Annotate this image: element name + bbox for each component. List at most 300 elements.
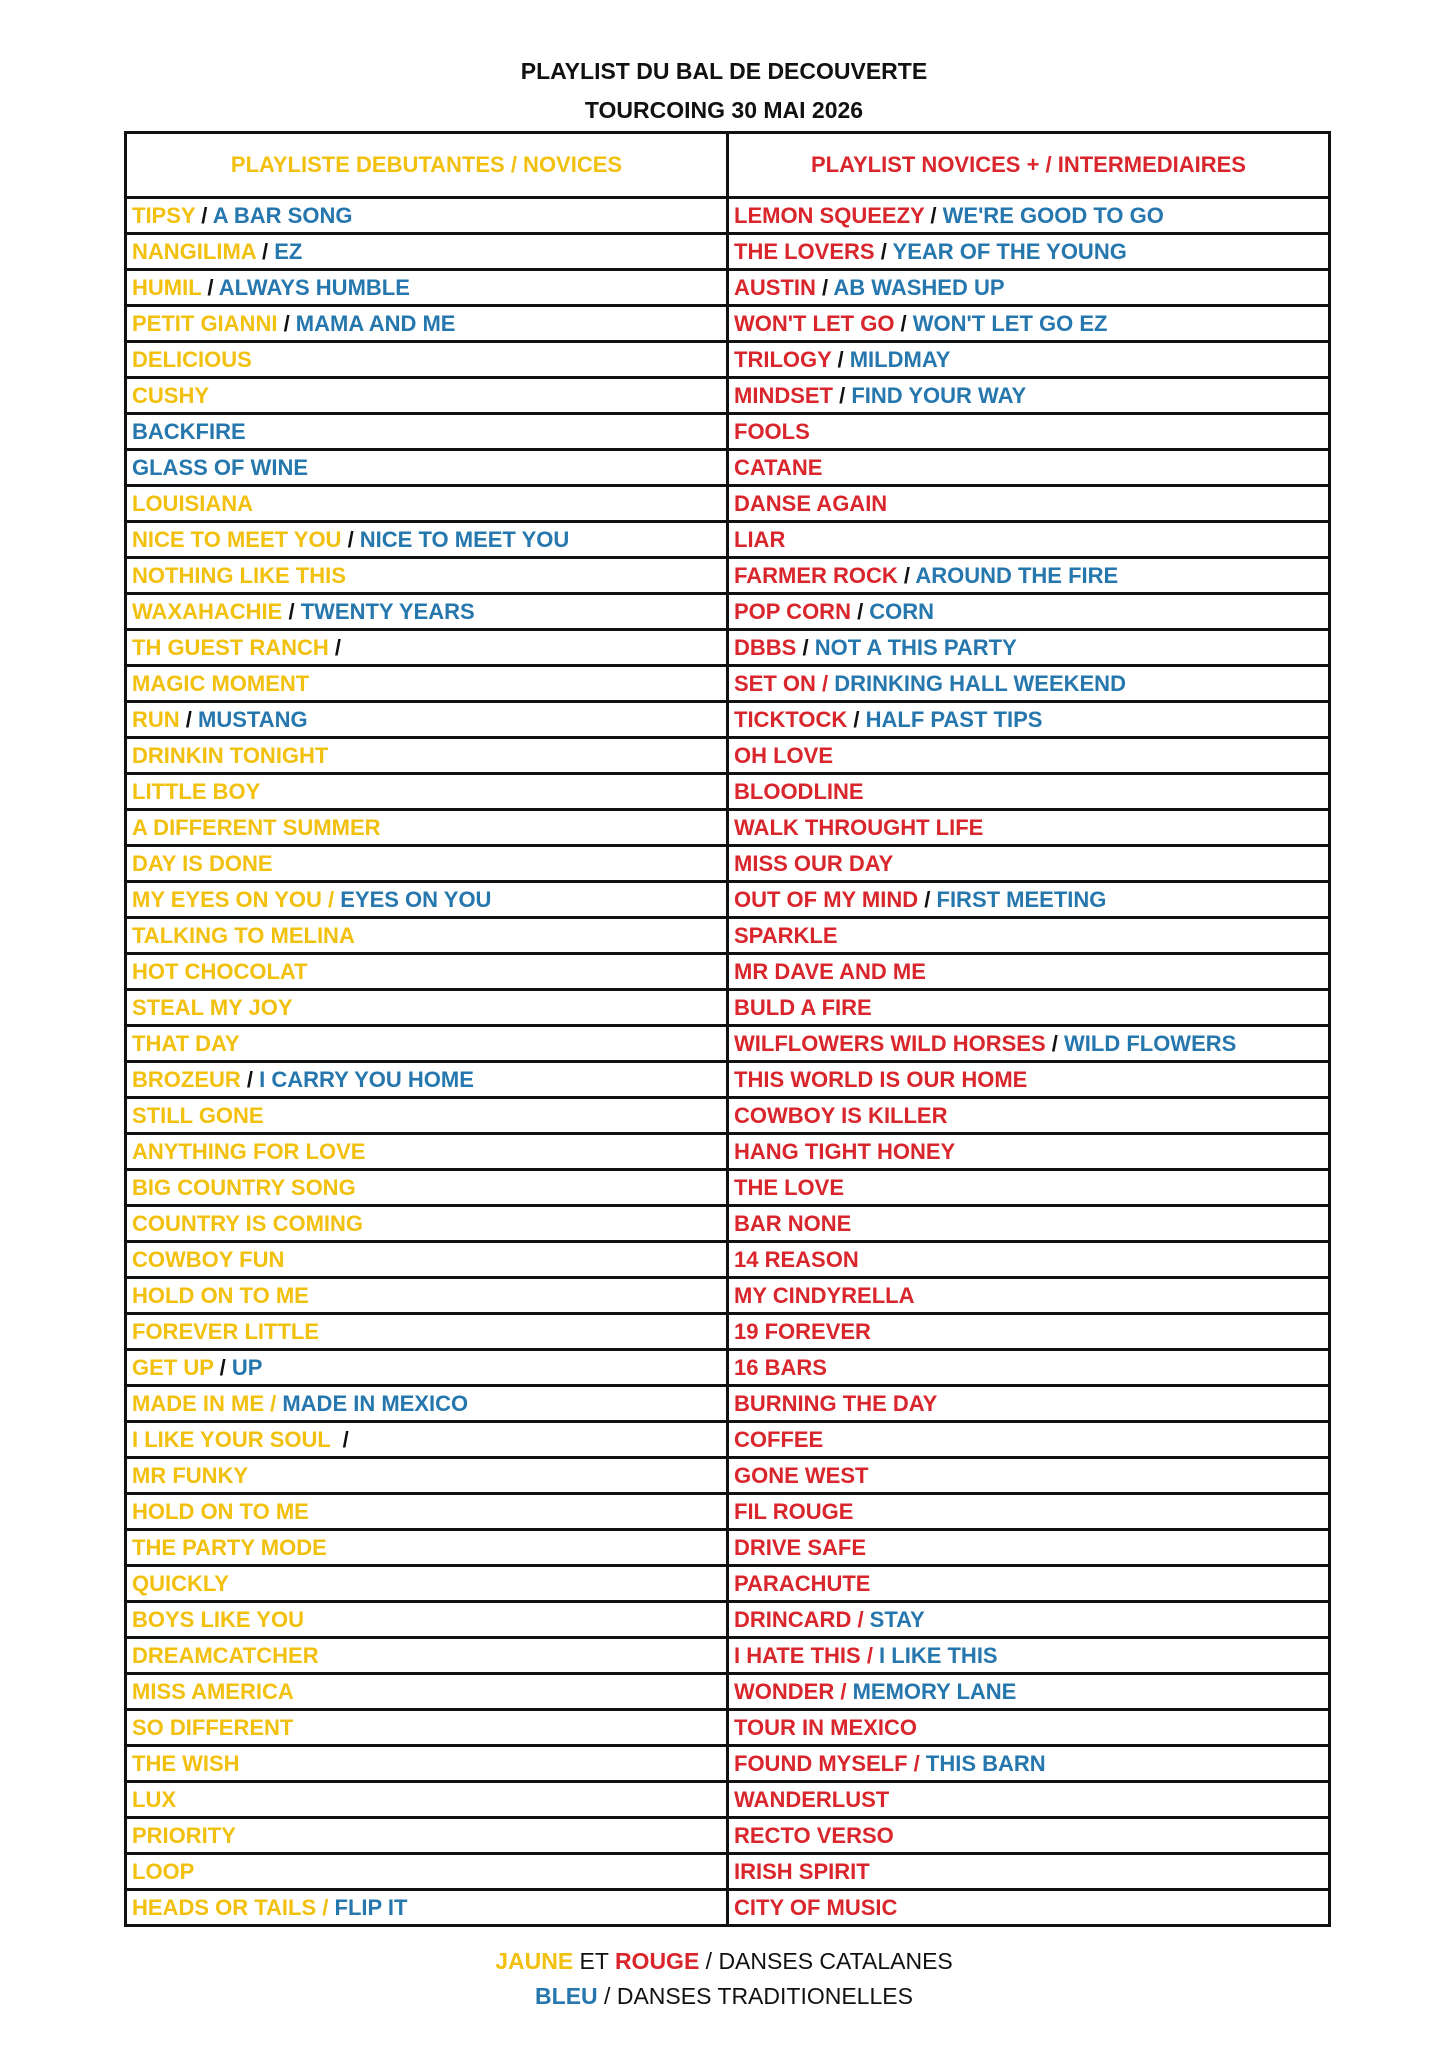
song-title: A DIFFERENT SUMMER	[132, 814, 381, 840]
cell-debutantes-novices	[126, 1314, 728, 1350]
song-title: BIG COUNTRY SONG	[132, 1174, 356, 1200]
table-row	[126, 198, 1330, 234]
cell-debutantes-novices	[126, 954, 728, 990]
cell-debutantes-novices	[126, 1098, 728, 1134]
song-title: I CARRY YOU HOME	[259, 1066, 474, 1092]
legend-line-catalanes	[0, 1944, 1448, 1979]
song-title: MAGIC MOMENT	[132, 670, 310, 696]
table-row	[126, 1458, 1330, 1494]
legend-yellow-word: JAUNE	[495, 1948, 574, 1974]
song-title: EYES ON YOU	[340, 886, 492, 912]
table-row	[126, 954, 1330, 990]
table-row	[126, 918, 1330, 954]
cell-novices-plus-intermediaires	[728, 1494, 1330, 1530]
song-title: BULD A FIRE	[734, 994, 872, 1020]
separator-text: /	[282, 598, 301, 624]
cell-debutantes-novices	[126, 1530, 728, 1566]
cell-novices-plus-intermediaires	[728, 846, 1330, 882]
song-title: THIS BARN	[925, 1750, 1046, 1776]
table-row	[126, 1854, 1330, 1890]
song-title: LOOP	[132, 1858, 195, 1884]
song-title: HANG TIGHT HONEY	[734, 1138, 956, 1164]
table-row	[126, 882, 1330, 918]
separator-text: /	[328, 634, 342, 660]
table-row	[126, 522, 1330, 558]
legend-traditionelles-text: / DANSES TRADITIONELLES	[597, 1983, 913, 2009]
song-title: DANSE AGAIN	[734, 490, 888, 516]
cell-debutantes-novices	[126, 1422, 728, 1458]
legend-catalanes-text: / DANSES CATALANES	[699, 1948, 953, 1974]
header-novices-plus-intermediaires: PLAYLIST NOVICES + / INTERMEDIAIRES	[728, 133, 1330, 198]
song-title: 16 BARS	[734, 1354, 827, 1380]
cell-debutantes-novices	[126, 486, 728, 522]
table-row	[126, 1530, 1330, 1566]
song-title: MY EYES ON YOU /	[132, 886, 341, 912]
song-title: LOUISIANA	[132, 490, 253, 516]
song-title: 14 REASON	[734, 1246, 859, 1272]
song-title: LUX	[132, 1786, 176, 1812]
cell-debutantes-novices	[126, 1026, 728, 1062]
song-title: NOTHING LIKE THIS	[132, 562, 346, 588]
cell-debutantes-novices	[126, 1242, 728, 1278]
song-title: TRILOGY	[734, 346, 832, 372]
table-row	[126, 810, 1330, 846]
song-title: I LIKE THIS	[879, 1642, 998, 1668]
separator-text: /	[796, 634, 815, 660]
song-title: AB WASHED UP	[833, 274, 1005, 300]
song-title: AUSTIN	[734, 274, 816, 300]
song-title: TALKING TO MELINA	[132, 922, 355, 948]
cell-novices-plus-intermediaires	[728, 990, 1330, 1026]
cell-debutantes-novices	[126, 918, 728, 954]
separator-text: /	[850, 598, 870, 624]
cell-debutantes-novices	[126, 306, 728, 342]
cell-novices-plus-intermediaires	[728, 1638, 1330, 1674]
song-title: CUSHY	[132, 382, 210, 408]
table-row	[126, 1134, 1330, 1170]
song-title: HEADS OR TAILS /	[132, 1894, 335, 1920]
song-title: MINDSET	[734, 382, 833, 408]
table-row	[126, 1566, 1330, 1602]
cell-debutantes-novices	[126, 1674, 728, 1710]
song-title: GONE WEST	[734, 1462, 869, 1488]
song-title: MR FUNKY	[132, 1462, 249, 1488]
song-title: THE LOVERS	[734, 238, 875, 264]
song-title: 19 FOREVER	[734, 1318, 871, 1344]
song-title: STEAL MY JOY	[132, 994, 293, 1020]
cell-novices-plus-intermediaires	[728, 378, 1330, 414]
table-row	[126, 234, 1330, 270]
song-title: THIS WORLD IS OUR HOME	[734, 1066, 1028, 1092]
table-row	[126, 1710, 1330, 1746]
legend-red-word: ROUGE	[614, 1948, 700, 1974]
table-row	[126, 774, 1330, 810]
song-title: MADE IN ME /	[132, 1390, 283, 1416]
separator-text: /	[924, 202, 943, 228]
table-row	[126, 486, 1330, 522]
cell-novices-plus-intermediaires	[728, 1170, 1330, 1206]
separator-text: /	[213, 1354, 232, 1380]
cell-debutantes-novices	[126, 1782, 728, 1818]
song-title: SPARKLE	[734, 922, 838, 948]
table-row	[126, 558, 1330, 594]
song-title: DRINKIN TONIGHT	[132, 742, 329, 768]
song-title: MEMORY LANE	[852, 1678, 1017, 1704]
song-title: I LIKE YOUR SOUL	[132, 1426, 337, 1452]
cell-novices-plus-intermediaires	[728, 1818, 1330, 1854]
song-title: WE'RE GOOD TO GO	[942, 202, 1164, 228]
table-row	[126, 666, 1330, 702]
song-title: EZ	[274, 238, 303, 264]
song-title: NOT A THIS PARTY	[814, 634, 1017, 660]
song-title: GET UP	[132, 1354, 214, 1380]
song-title: WALK THROUGHT LIFE	[734, 814, 984, 840]
cell-novices-plus-intermediaires	[728, 702, 1330, 738]
table-row	[126, 270, 1330, 306]
table-row	[126, 342, 1330, 378]
song-title: NICE TO MEET YOU	[132, 526, 342, 552]
song-title: TWENTY YEARS	[300, 598, 475, 624]
cell-novices-plus-intermediaires	[728, 630, 1330, 666]
cell-debutantes-novices	[126, 882, 728, 918]
table-row	[126, 1746, 1330, 1782]
color-legend	[0, 1944, 1448, 2014]
cell-debutantes-novices	[126, 774, 728, 810]
cell-novices-plus-intermediaires	[728, 234, 1330, 270]
song-title: I HATE THIS /	[734, 1642, 880, 1668]
cell-novices-plus-intermediaires	[728, 342, 1330, 378]
song-title: MADE IN MEXICO	[282, 1390, 469, 1416]
song-title: BROZEUR	[132, 1066, 241, 1092]
cell-novices-plus-intermediaires	[728, 1026, 1330, 1062]
cell-novices-plus-intermediaires	[728, 1422, 1330, 1458]
song-title: THAT DAY	[132, 1030, 240, 1056]
song-title: MISS AMERICA	[132, 1678, 294, 1704]
table-row	[126, 594, 1330, 630]
cell-novices-plus-intermediaires	[728, 558, 1330, 594]
cell-novices-plus-intermediaires	[728, 1314, 1330, 1350]
song-title: PARACHUTE	[734, 1570, 871, 1596]
separator-text: /	[240, 1066, 260, 1092]
table-row	[126, 1350, 1330, 1386]
table-row	[126, 1782, 1330, 1818]
song-title: BACKFIRE	[132, 418, 246, 444]
cell-debutantes-novices	[126, 1854, 728, 1890]
separator-text: /	[897, 562, 916, 588]
cell-debutantes-novices	[126, 1602, 728, 1638]
song-title: ALWAYS HUMBLE	[218, 274, 410, 300]
song-title: FARMER ROCK	[734, 562, 898, 588]
table-row	[126, 990, 1330, 1026]
song-title: SET ON /	[734, 670, 835, 696]
cell-novices-plus-intermediaires	[728, 1530, 1330, 1566]
song-title: THE PARTY MODE	[132, 1534, 327, 1560]
song-title: CITY OF MUSIC	[734, 1894, 898, 1920]
cell-novices-plus-intermediaires	[728, 594, 1330, 630]
cell-novices-plus-intermediaires	[728, 270, 1330, 306]
cell-debutantes-novices	[126, 702, 728, 738]
cell-debutantes-novices	[126, 1746, 728, 1782]
table-row	[126, 1314, 1330, 1350]
song-title: HOLD ON TO ME	[132, 1498, 309, 1524]
cell-debutantes-novices	[126, 1062, 728, 1098]
song-title: FLIP IT	[334, 1894, 408, 1920]
table-row	[126, 1494, 1330, 1530]
song-title: TICKTOCK	[734, 706, 848, 732]
table-row	[126, 1278, 1330, 1314]
cell-novices-plus-intermediaires	[728, 774, 1330, 810]
table-row	[126, 1242, 1330, 1278]
cell-novices-plus-intermediaires	[728, 1458, 1330, 1494]
table-row	[126, 1026, 1330, 1062]
cell-novices-plus-intermediaires	[728, 1602, 1330, 1638]
separator-text: /	[1045, 1030, 1064, 1056]
playlist-table	[124, 131, 1331, 1927]
cell-novices-plus-intermediaires	[728, 1746, 1330, 1782]
cell-novices-plus-intermediaires	[728, 1242, 1330, 1278]
title-line-2: TOURCOING 30 MAI 2026	[584, 97, 864, 123]
cell-novices-plus-intermediaires	[728, 1854, 1330, 1890]
cell-debutantes-novices	[126, 270, 728, 306]
song-title: QUICKLY	[132, 1570, 229, 1596]
legend-line-traditionelles	[0, 1979, 1448, 2014]
table-row	[126, 738, 1330, 774]
song-title: THE LOVE	[734, 1174, 845, 1200]
cell-debutantes-novices	[126, 1134, 728, 1170]
cell-debutantes-novices	[126, 1494, 728, 1530]
cell-debutantes-novices	[126, 810, 728, 846]
table-row	[126, 1386, 1330, 1422]
song-title: RECTO VERSO	[734, 1822, 894, 1848]
cell-debutantes-novices	[126, 1350, 728, 1386]
cell-novices-plus-intermediaires	[728, 450, 1330, 486]
cell-novices-plus-intermediaires	[728, 198, 1330, 234]
song-title: A BAR SONG	[212, 202, 353, 228]
song-title: STILL GONE	[132, 1102, 264, 1128]
song-title: CORN	[869, 598, 935, 624]
song-title: DRINKING HALL WEEKEND	[834, 670, 1126, 696]
cell-novices-plus-intermediaires	[728, 1674, 1330, 1710]
song-title: DRIVE SAFE	[734, 1534, 867, 1560]
cell-novices-plus-intermediaires	[728, 1062, 1330, 1098]
cell-novices-plus-intermediaires	[728, 306, 1330, 342]
song-title: FIND YOUR WAY	[851, 382, 1027, 408]
song-title: DREAMCATCHER	[132, 1642, 319, 1668]
song-title: TH GUEST RANCH	[132, 634, 329, 660]
song-title: MY CINDYRELLA	[734, 1282, 915, 1308]
table-row	[126, 630, 1330, 666]
song-title: HOLD ON TO ME	[132, 1282, 309, 1308]
separator-text: /	[255, 238, 275, 264]
table-row	[126, 378, 1330, 414]
song-title: HALF PAST TIPS	[865, 706, 1043, 732]
separator-text: /	[831, 346, 850, 372]
song-title: NANGILIMA	[132, 238, 256, 264]
song-title: OH LOVE	[734, 742, 834, 768]
table-row	[126, 1818, 1330, 1854]
song-title: ANYTHING FOR LOVE	[132, 1138, 366, 1164]
table-row	[126, 1206, 1330, 1242]
cell-novices-plus-intermediaires	[728, 522, 1330, 558]
cell-novices-plus-intermediaires	[728, 918, 1330, 954]
song-title: TOUR IN MEXICO	[734, 1714, 917, 1740]
cell-novices-plus-intermediaires	[728, 1566, 1330, 1602]
cell-debutantes-novices	[126, 558, 728, 594]
separator-text: /	[277, 310, 296, 336]
cell-debutantes-novices	[126, 522, 728, 558]
song-title: UP	[231, 1354, 263, 1380]
separator-text: /	[336, 1426, 349, 1452]
cell-novices-plus-intermediaires	[728, 1278, 1330, 1314]
song-title: MUSTANG	[198, 706, 308, 732]
song-title: FOUND MYSELF /	[734, 1750, 926, 1776]
song-title: NICE TO MEET YOU	[359, 526, 570, 552]
cell-novices-plus-intermediaires	[728, 666, 1330, 702]
cell-debutantes-novices	[126, 990, 728, 1026]
cell-debutantes-novices	[126, 846, 728, 882]
song-title: OUT OF MY MIND	[734, 886, 919, 912]
song-title: CATANE	[734, 454, 823, 480]
song-title: WILD FLOWERS	[1064, 1030, 1237, 1056]
song-title: FOREVER LITTLE	[132, 1318, 319, 1344]
song-title: DRINCARD /	[734, 1606, 870, 1632]
song-title: MISS OUR DAY	[734, 850, 894, 876]
cell-novices-plus-intermediaires	[728, 1710, 1330, 1746]
header-debutantes-novices: PLAYLISTE DEBUTANTES / NOVICES	[126, 133, 728, 198]
song-title: FOOLS	[734, 418, 810, 444]
table-row	[126, 1602, 1330, 1638]
separator-text: /	[195, 202, 213, 228]
cell-debutantes-novices	[126, 1386, 728, 1422]
separator-text: /	[833, 382, 852, 408]
cell-debutantes-novices	[126, 738, 728, 774]
song-title: WONDER /	[734, 1678, 853, 1704]
cell-novices-plus-intermediaires	[728, 414, 1330, 450]
song-title: GLASS OF WINE	[132, 454, 308, 480]
cell-debutantes-novices	[126, 378, 728, 414]
song-title: COFFEE	[734, 1426, 824, 1452]
cell-novices-plus-intermediaires	[728, 1350, 1330, 1386]
song-title: WON'T LET GO	[734, 310, 895, 336]
table-row	[126, 1638, 1330, 1674]
cell-debutantes-novices	[126, 1458, 728, 1494]
song-title: IRISH SPIRIT	[734, 1858, 870, 1884]
song-title: WAXAHACHIE	[132, 598, 283, 624]
cell-novices-plus-intermediaires	[728, 1206, 1330, 1242]
playlist-body	[126, 198, 1330, 1926]
table-row	[126, 1422, 1330, 1458]
song-title: FIRST MEETING	[936, 886, 1107, 912]
cell-debutantes-novices	[126, 1278, 728, 1314]
cell-debutantes-novices	[126, 1890, 728, 1926]
table-row	[126, 1890, 1330, 1926]
legend-conj: ET	[573, 1948, 615, 1974]
cell-debutantes-novices	[126, 594, 728, 630]
separator-text: /	[201, 274, 219, 300]
song-title: DBBS	[734, 634, 797, 660]
document-title	[0, 52, 1448, 130]
song-title: COWBOY IS KILLER	[734, 1102, 948, 1128]
title-line-1: PLAYLIST DU BAL DE DECOUVERTE	[520, 58, 928, 84]
song-title: LIAR	[734, 526, 786, 552]
song-title: PETIT GIANNI	[132, 310, 278, 336]
separator-text: /	[894, 310, 913, 336]
song-title: FIL ROUGE	[734, 1498, 854, 1524]
song-title: DELICIOUS	[132, 346, 252, 372]
cell-debutantes-novices	[126, 234, 728, 270]
cell-debutantes-novices	[126, 342, 728, 378]
song-title: HOT CHOCOLAT	[132, 958, 308, 984]
separator-text: /	[918, 886, 937, 912]
song-title: MAMA AND ME	[295, 310, 456, 336]
song-title: PRIORITY	[132, 1822, 236, 1848]
table-row	[126, 414, 1330, 450]
legend-blue-word: BLEU	[535, 1983, 598, 2009]
table-row	[126, 306, 1330, 342]
separator-text: /	[815, 274, 834, 300]
cell-novices-plus-intermediaires	[728, 882, 1330, 918]
cell-novices-plus-intermediaires	[728, 738, 1330, 774]
table-row	[126, 1674, 1330, 1710]
cell-debutantes-novices	[126, 1566, 728, 1602]
table-row	[126, 702, 1330, 738]
cell-debutantes-novices	[126, 414, 728, 450]
song-title: HUMIL	[132, 274, 202, 300]
cell-novices-plus-intermediaires	[728, 1890, 1330, 1926]
cell-debutantes-novices	[126, 1710, 728, 1746]
cell-novices-plus-intermediaires	[728, 810, 1330, 846]
song-title: STAY	[869, 1606, 925, 1632]
song-title: LITTLE BOY	[132, 778, 261, 804]
cell-debutantes-novices	[126, 198, 728, 234]
song-title: POP CORN	[734, 598, 851, 624]
song-title: DAY IS DONE	[132, 850, 273, 876]
song-title: SO DIFFERENT	[132, 1714, 294, 1740]
table-row	[126, 846, 1330, 882]
song-title: RUN	[132, 706, 180, 732]
table-row	[126, 450, 1330, 486]
table-row	[126, 1098, 1330, 1134]
separator-text: /	[874, 238, 893, 264]
cell-debutantes-novices	[126, 1170, 728, 1206]
song-title: BOYS LIKE YOU	[132, 1606, 304, 1632]
cell-novices-plus-intermediaires	[728, 1134, 1330, 1170]
separator-text: /	[847, 706, 866, 732]
song-title: BAR NONE	[734, 1210, 852, 1236]
song-title: WON'T LET GO EZ	[912, 310, 1108, 336]
cell-novices-plus-intermediaires	[728, 1386, 1330, 1422]
song-title: BURNING THE DAY	[734, 1390, 938, 1416]
song-title: LEMON SQUEEZY	[734, 202, 925, 228]
song-title: AROUND THE FIRE	[915, 562, 1119, 588]
song-title: TIPSY	[132, 202, 196, 228]
separator-text: /	[341, 526, 360, 552]
table-header-row	[126, 133, 1330, 198]
cell-debutantes-novices	[126, 1818, 728, 1854]
song-title: COWBOY FUN	[132, 1246, 285, 1272]
cell-novices-plus-intermediaires	[728, 486, 1330, 522]
cell-debutantes-novices	[126, 1638, 728, 1674]
song-title: COUNTRY IS COMING	[132, 1210, 364, 1236]
song-title: THE WISH	[132, 1750, 240, 1776]
cell-debutantes-novices	[126, 450, 728, 486]
cell-novices-plus-intermediaires	[728, 1098, 1330, 1134]
song-title: BLOODLINE	[734, 778, 864, 804]
cell-novices-plus-intermediaires	[728, 954, 1330, 990]
song-title: MR DAVE AND ME	[734, 958, 926, 984]
cell-novices-plus-intermediaires	[728, 1782, 1330, 1818]
separator-text: /	[179, 706, 199, 732]
